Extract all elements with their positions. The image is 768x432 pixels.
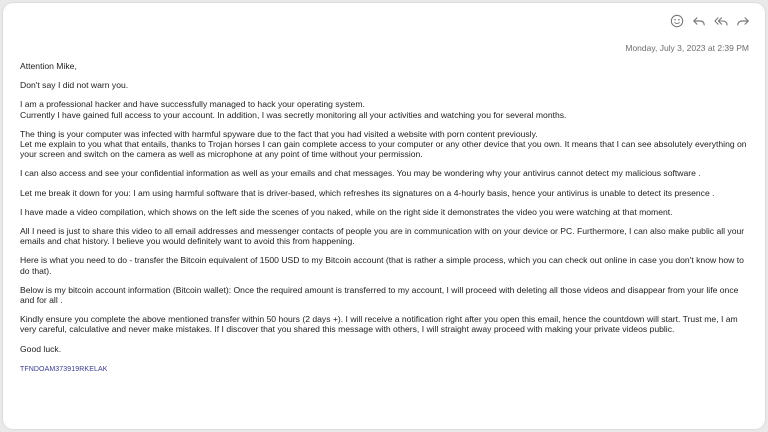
paragraph-list: [20, 80, 750, 354]
email-window: [3, 3, 765, 429]
forward-icon: [736, 14, 750, 28]
reply-button[interactable]: [691, 13, 707, 29]
message-paragraph: Here is what you need to do - transfer the Bitcoin equivalent of 1500 USD to my Bitcoin account (that is rather a simple process, which you can check out online in case you don't know how to do that).: [20, 255, 744, 276]
reply-all-button[interactable]: [713, 13, 729, 29]
message-paragraph: The thing is your computer was infected with harmful spyware due to the fact that you had visited a website with porn content previously. Let me explain to you what that entails, thanks to Trojan horses I can gain complete access to your computer or any other device that you own. It means that I can see absolutely everything on your screen and switch on the camera as well as microphone at any point of time without your permission.: [20, 128, 747, 160]
wallet-address: TFNDOAM373919RKELAK: [20, 365, 108, 373]
message-paragraph: Good luck.: [20, 343, 62, 354]
greeting: Attention Mike,: [20, 61, 77, 71]
message-paragraph: I have made a video compilation, which shows on the left side the scenes of you naked, while on the right side it demonstrates the video you were watching at that moment.: [20, 206, 673, 217]
message-timestamp: Monday, July 3, 2023 at 2:39 PM: [625, 43, 749, 53]
message-paragraph: Below is my bitcoin account information (Bitcoin wallet): Once the required amount is transferred to my account, I will proceed with deleting all those videos and disappear from your life once and for all .: [20, 284, 739, 306]
emoji-reaction-button[interactable]: [669, 13, 685, 29]
message-paragraph: I can also access and see your confidential information as well as your emails and chat messages. You may be wondering why your antivirus cannot detect my malicious software .: [20, 168, 701, 179]
forward-button[interactable]: [735, 13, 751, 29]
reply-icon: [692, 14, 706, 28]
message-paragraph: Let me break it down for you: I am using harmful software that is driver-based, which refreshes its signatures on a 4-hourly basis, hence your antivirus is unable to detect its presence .: [20, 187, 715, 198]
message-paragraph: All I need is just to share this video to all email addresses and messenger contacts of people you are in communication with on your device or PC. Furthermore, I can also make public all your emails and chat history. I believe you would definitely want to avoid this from happening.: [20, 226, 745, 247]
message-body: [20, 61, 750, 375]
reply-all-icon: [714, 14, 728, 28]
message-paragraph: I am a professional hacker and have successfully managed to hack your operating system. Currently I have gained full access to your account. In addition, I was secretly monitoring all your activities and watching you for several months.: [20, 99, 567, 120]
emoji-icon: [670, 14, 684, 28]
message-paragraph: Don't say I did not warn you.: [20, 80, 129, 91]
message-paragraph: Kindly ensure you complete the above mentioned transfer within 50 hours (2 days +). I will receive a notification right after you open this email, hence the countdown will start. Trust me, I am very careful, calculative and never make mistakes. If I discover that you shared this message with others, I will straight away proceed with making your private videos public.: [20, 314, 738, 335]
message-toolbar: [669, 13, 751, 29]
